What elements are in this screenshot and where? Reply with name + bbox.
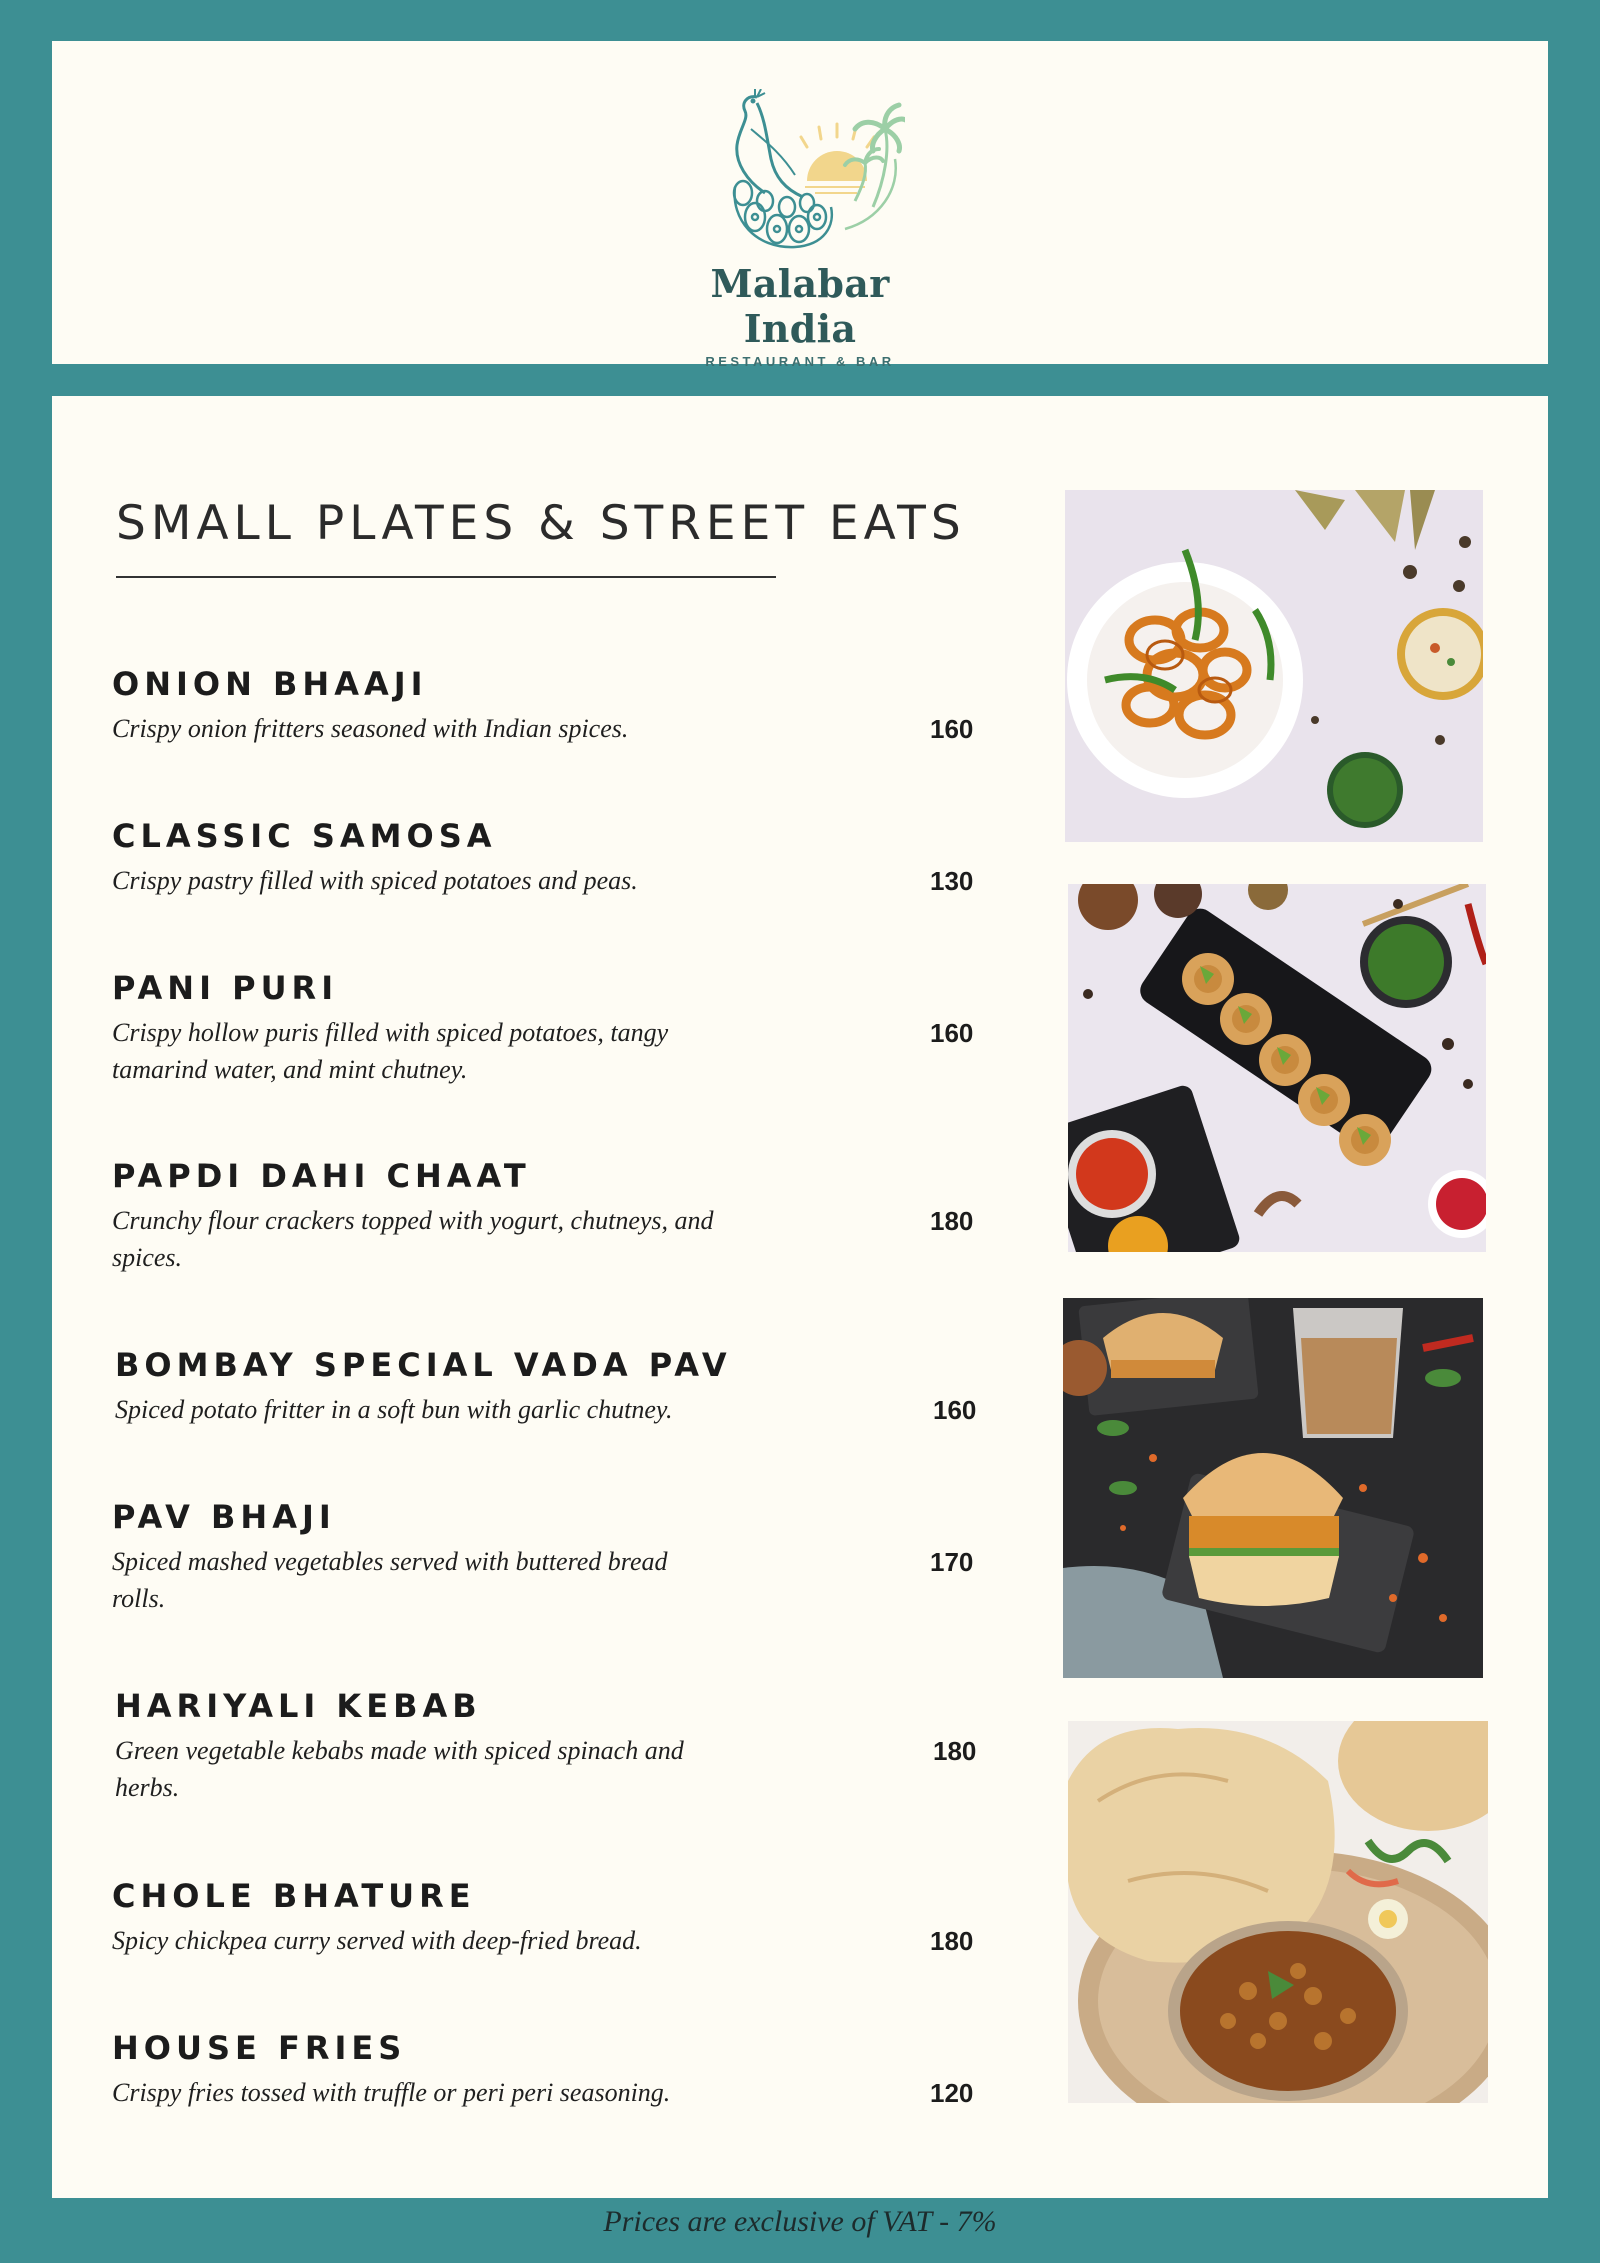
pani-puri-photo <box>1068 884 1486 1252</box>
menu-item <box>112 968 1012 1088</box>
item-price: 170 <box>930 1547 974 1577</box>
brand-subtitle: RESTAURANT & BAR <box>705 354 895 369</box>
item-description: Crispy onion fritters seasoned with Indian spices. <box>112 714 629 743</box>
menu-item <box>115 1686 1015 1806</box>
menu-item <box>112 1876 1012 1959</box>
logo <box>650 89 950 369</box>
item-name: CHOLE BHATURE <box>112 1877 476 1915</box>
item-description: Crispy hollow puris filled with spiced potatoes, tangy tamarind water, and mint chutney. <box>112 1018 669 1084</box>
item-description: Green vegetable kebabs made with spiced spinach and herbs. <box>115 1736 684 1802</box>
menu-panel <box>52 396 1548 2198</box>
item-description: Crispy fries tossed with truffle or peri peri seasoning. <box>112 2078 671 2107</box>
item-name: PANI PURI <box>112 969 339 1007</box>
item-name: ONION BHAAJI <box>112 665 428 703</box>
item-name: HARIYALI KEBAB <box>115 1687 482 1725</box>
item-name: PAPDI DAHI CHAAT <box>112 1157 531 1195</box>
item-name: PAV BHAJI <box>112 1498 336 1536</box>
title-underline <box>116 576 776 578</box>
item-name: BOMBAY SPECIAL VADA PAV <box>115 1346 732 1384</box>
item-description: Spicy chickpea curry served with deep-fried bread. <box>112 1926 642 1955</box>
item-price: 180 <box>930 1926 974 1956</box>
section-title: SMALL PLATES & STREET EATS <box>116 496 966 551</box>
item-description: Spiced mashed vegetables served with buttered bread rolls. <box>112 1547 668 1613</box>
item-description: Spiced potato fritter in a soft bun with garlic chutney. <box>115 1395 673 1424</box>
menu-item <box>112 1497 1012 1617</box>
menu-item <box>112 816 1012 899</box>
item-price: 160 <box>933 1395 977 1425</box>
item-price: 180 <box>930 1206 974 1236</box>
vada-pav-photo <box>1063 1298 1483 1678</box>
menu-item <box>112 664 1012 747</box>
item-price: 160 <box>930 1018 974 1048</box>
chole-bhature-photo <box>1068 1721 1488 2103</box>
item-price: 130 <box>930 866 974 896</box>
item-name: HOUSE FRIES <box>112 2029 407 2067</box>
brand-name: Malabar India <box>710 261 890 351</box>
menu-item <box>112 2028 1012 2111</box>
item-price: 120 <box>930 2078 974 2108</box>
menu-item <box>115 1345 1015 1428</box>
item-description: Crispy pastry filled with spiced potatoes and peas. <box>112 866 638 895</box>
item-description: Crunchy flour crackers topped with yogurt, chutneys, and spices. <box>112 1206 714 1272</box>
item-price: 180 <box>933 1736 977 1766</box>
peacock-sunset-logo-icon <box>695 89 905 259</box>
header-panel <box>52 41 1548 369</box>
onion-bhaaji-photo <box>1065 490 1483 842</box>
item-name: CLASSIC SAMOSA <box>112 817 497 855</box>
vat-note: Prices are exclusive of VAT - 7% <box>603 2205 997 2238</box>
item-price: 160 <box>930 714 974 744</box>
menu-item <box>112 1156 1012 1276</box>
